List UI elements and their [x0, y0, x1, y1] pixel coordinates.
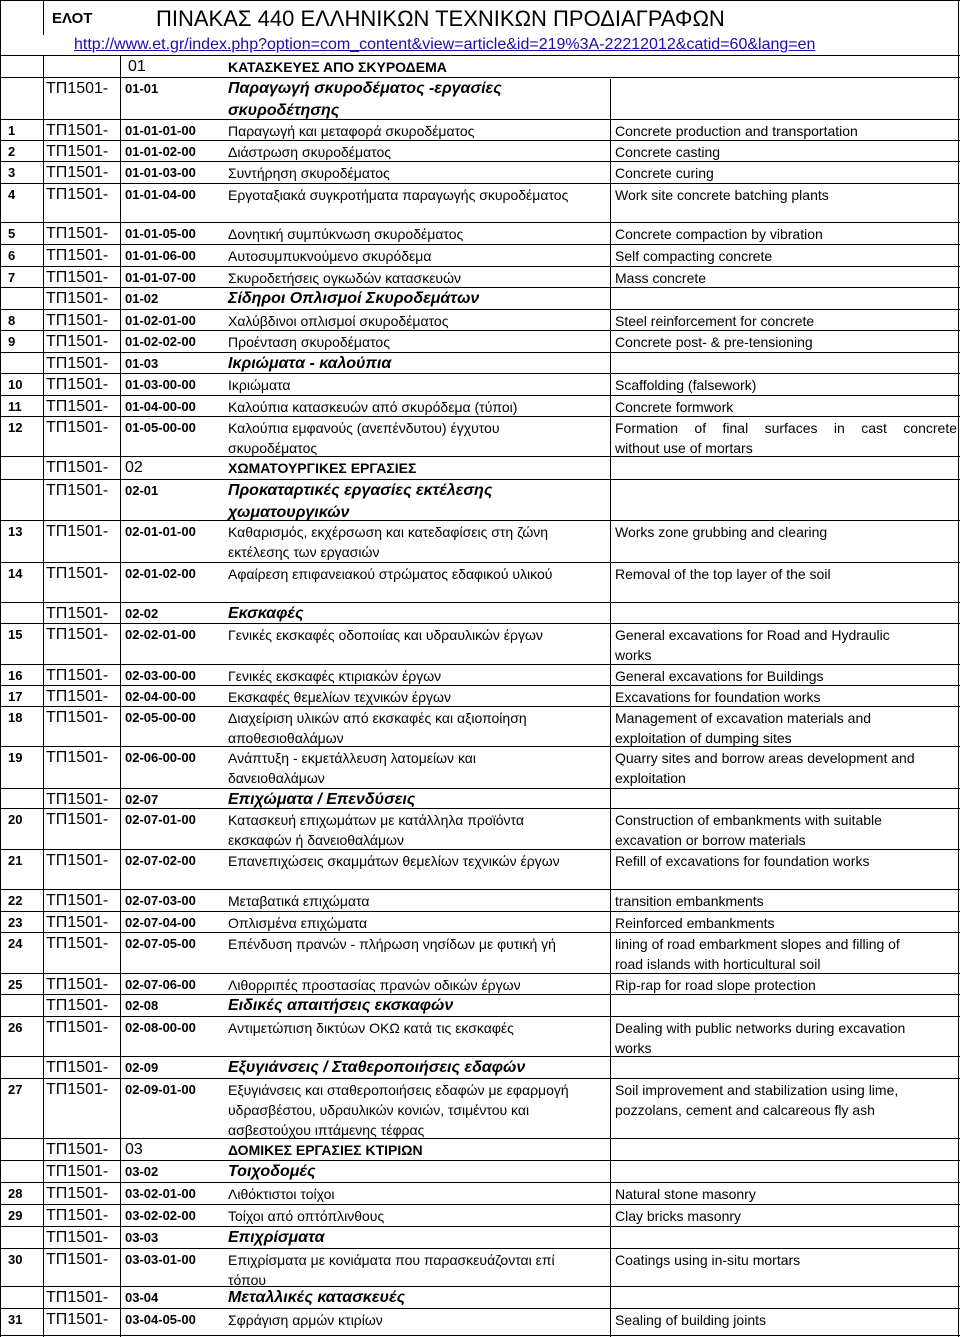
- spec-code: 02: [125, 459, 143, 476]
- english-description: Construction of embankments with suitable: [615, 812, 882, 828]
- spec-code: 02-01: [125, 483, 159, 498]
- greek-description: Εξυγιάνσεις και σταθεροποιήσεις εδαφών με εφαρμογή: [228, 1082, 569, 1098]
- greek-description: Παραγωγή σκυροδέματος -εργασίες: [228, 80, 502, 97]
- spec-prefix: ΤΠ1501-: [46, 290, 109, 307]
- spec-code: 03-03: [125, 1230, 159, 1245]
- spec-prefix: ΤΠ1501-: [46, 976, 109, 993]
- greek-description: Μεταλλικές κατασκευές: [228, 1289, 406, 1306]
- greek-description: Εκσκαφές θεμελίων τεχνικών έργων: [228, 689, 451, 705]
- spec-prefix: ΤΠ1501-: [46, 1229, 109, 1246]
- english-description: Concrete production and transportation: [615, 123, 858, 139]
- english-description: Coatings using in-situ mortars: [615, 1252, 801, 1268]
- spec-code: 02-09-01-00: [125, 1082, 196, 1097]
- greek-description: Διαχείριση υλικών από εκσκαφές και αξιοποίηση: [228, 710, 527, 726]
- spec-code: 02-03-00-00: [125, 668, 196, 683]
- spec-code: 02-07-06-00: [125, 977, 196, 992]
- spec-code: 03-02-02-00: [125, 1208, 196, 1223]
- greek-description: Αντιμετώπιση δικτύων ΟΚΩ κατά τις εκσκαφές: [228, 1020, 514, 1036]
- spec-prefix: ΤΠ1501-: [46, 1185, 109, 1202]
- row-number: 17: [8, 689, 23, 704]
- spec-code: 02-02-01-00: [125, 627, 196, 642]
- spec-prefix: ΤΠ1501-: [46, 1081, 109, 1098]
- spec-prefix: ΤΠ1501-: [46, 376, 109, 393]
- row-number: 6: [8, 248, 16, 263]
- english-description: Concrete formwork: [615, 399, 734, 415]
- row-number: 30: [8, 1252, 23, 1267]
- row-number: 16: [8, 668, 23, 683]
- greek-description: ασβεστούχου ιπτάμενης τέφρας: [228, 1122, 425, 1138]
- greek-description: τόπου: [228, 1272, 267, 1288]
- greek-description: Λιθόκτιστοι τοίχοι: [228, 1186, 335, 1202]
- row-number: 23: [8, 915, 23, 930]
- greek-description: ΚΑΤΑΣΚΕΥΕΣ ΑΠΟ ΣΚΥΡΟΔΕΜΑ: [228, 59, 447, 75]
- english-description: lining of road embarkment slopes and filling of: [615, 936, 900, 952]
- greek-description: Αφαίρεση επιφανειακού στρώματος εδαφικού υλικού: [228, 566, 553, 582]
- spec-prefix: ΤΠ1501-: [46, 122, 109, 139]
- spec-code: 02-09: [125, 1060, 159, 1075]
- spec-code: 03: [125, 1141, 143, 1158]
- spec-code: 01-01: [125, 81, 159, 96]
- english-description: Concrete curing: [615, 165, 714, 181]
- spec-prefix: ΤΠ1501-: [46, 419, 109, 436]
- greek-description: Καλούπια κατασκευών από σκυρόδεμα (τύποι): [228, 399, 518, 415]
- header-label: ΕΛΟΤ: [52, 10, 93, 27]
- spec-code: 01-03: [125, 356, 159, 371]
- english-description: Dealing with public networks during excavation: [615, 1020, 906, 1036]
- spec-prefix: ΤΠ1501-: [46, 852, 109, 869]
- english-description: exploitation: [615, 770, 686, 786]
- spec-code: 01-02: [125, 291, 159, 306]
- english-description: excavation or borrow materials: [615, 832, 806, 848]
- spec-code: 01-03-00-00: [125, 377, 196, 392]
- english-description: Steel reinforcement for concrete: [615, 313, 815, 329]
- spec-code: 03-02: [125, 1164, 159, 1179]
- english-description: Rip-rap for road slope protection: [615, 977, 816, 993]
- spec-code: 03-03-01-00: [125, 1252, 196, 1267]
- greek-description: Επιχώματα / Επενδύσεις: [228, 791, 416, 808]
- row-number: 3: [8, 165, 16, 180]
- greek-description: Προκαταρτικές εργασίες εκτέλεσης: [228, 482, 493, 499]
- spec-code: 02-04-00-00: [125, 689, 196, 704]
- greek-description: Σίδηροι Οπλισμοί Σκυροδεμάτων: [228, 290, 480, 307]
- spec-prefix: ΤΠ1501-: [46, 1311, 109, 1328]
- row-number: 25: [8, 977, 23, 992]
- english-description: Sealing of building joints: [615, 1312, 766, 1328]
- greek-description: Προένταση σκυροδέματος: [228, 334, 390, 350]
- spec-code: 01-01-04-00: [125, 187, 196, 202]
- english-description: Formation of final surfaces in cast concrete: [615, 420, 957, 436]
- english-description: Mass concrete: [615, 270, 707, 286]
- spec-prefix: ΤΠ1501-: [46, 811, 109, 828]
- english-description: Works zone grubbing and clearing: [615, 524, 828, 540]
- spec-prefix: ΤΠ1501-: [46, 605, 109, 622]
- spec-prefix: ΤΠ1501-: [46, 482, 109, 499]
- english-description: exploitation of dumping sites: [615, 730, 792, 746]
- spec-prefix: ΤΠ1501-: [46, 935, 109, 952]
- greek-description: Διάστρωση σκυροδέματος: [228, 144, 392, 160]
- spec-code: 01: [128, 58, 146, 75]
- greek-description: Δονητική συμπύκνωση σκυροδέματος: [228, 226, 464, 242]
- spec-prefix: ΤΠ1501-: [46, 565, 109, 582]
- greek-description: Τοιχοδομές: [228, 1163, 316, 1180]
- english-description: Work site concrete batching plants: [615, 187, 829, 203]
- row-number: 13: [8, 524, 23, 539]
- row-number: 22: [8, 893, 23, 908]
- spec-code: 01-05-00-00: [125, 420, 196, 435]
- english-description: Management of excavation materials and: [615, 710, 872, 726]
- greek-description: Παραγωγή και μεταφορά σκυροδέματος: [228, 123, 475, 139]
- page-title: ΠΙΝΑΚΑΣ 440 ΕΛΛΗΝΙΚΩΝ ΤΕΧΝΙΚΩΝ ΠΡΟΔΙΑΓΡΑΦΩΝ: [156, 6, 725, 31]
- row-number: 4: [8, 187, 16, 202]
- english-description: Removal of the top layer of the soil: [615, 566, 831, 582]
- row-number: 31: [8, 1312, 23, 1327]
- row-number: 2: [8, 144, 16, 159]
- row-number: 11: [8, 399, 22, 414]
- english-description: works: [615, 1040, 652, 1056]
- english-description: Excavations for foundation works: [615, 689, 821, 705]
- spec-prefix: ΤΠ1501-: [46, 1207, 109, 1224]
- greek-description: Τοίχοι από οπτόπλινθους: [228, 1208, 385, 1224]
- spec-prefix: ΤΠ1501-: [46, 1141, 109, 1158]
- english-description: Clay bricks masonry: [615, 1208, 742, 1224]
- spec-prefix: ΤΠ1501-: [46, 1251, 109, 1268]
- greek-description: Σκυροδετήσεις ογκωδών κατασκευών: [228, 270, 462, 286]
- greek-description: Επανεπιχώσεις σκαμμάτων θεμελίων τεχνικών έργων: [228, 853, 560, 869]
- row-number: 27: [8, 1082, 23, 1097]
- row-number: 12: [8, 420, 23, 435]
- english-description: works: [615, 647, 652, 663]
- row-number: 24: [8, 936, 23, 951]
- greek-description: Συντήρηση σκυροδέματος: [228, 165, 390, 181]
- greek-description: σκυροδέματος: [228, 440, 318, 456]
- spec-prefix: ΤΠ1501-: [46, 626, 109, 643]
- english-description: Concrete casting: [615, 144, 721, 160]
- greek-description: Γενικές εκσκαφές κτιριακών έργων: [228, 668, 442, 684]
- row-number: 10: [8, 377, 23, 392]
- spec-prefix: ΤΠ1501-: [46, 749, 109, 766]
- greek-description: αποθεσιοθαλάμων: [228, 730, 344, 746]
- greek-description: Λιθορριπές προστασίας πρανών οδικών έργων: [228, 977, 521, 993]
- spec-code: 03-04: [125, 1290, 159, 1305]
- english-description: road islands with horticultural soil: [615, 956, 821, 972]
- greek-description: Σφράγιση αρμών κτιρίων: [228, 1312, 383, 1328]
- greek-description: Ικριώματα: [228, 377, 291, 393]
- greek-description: Επένδυση πρανών - πλήρωση νησίδων με φυτική γή: [228, 936, 556, 952]
- greek-description: εκτέλεσης των εργασιών: [228, 544, 380, 560]
- english-description: pozzolans, cement and calcareous fly ash: [615, 1102, 875, 1118]
- greek-description: Ανάπτυξη - εκμετάλλευση λατομείων και: [228, 750, 476, 766]
- spec-prefix: ΤΠ1501-: [46, 1289, 109, 1306]
- spec-prefix: ΤΠ1501-: [46, 164, 109, 181]
- row-number: 18: [8, 710, 23, 725]
- english-description: Reinforced embankments: [615, 915, 775, 931]
- english-description: without use of mortars: [615, 440, 753, 456]
- spec-prefix: ΤΠ1501-: [46, 1059, 109, 1076]
- spec-code: 01-01-05-00: [125, 226, 196, 241]
- english-description: General excavations for Buildings: [615, 668, 824, 684]
- row-number: 26: [8, 1020, 23, 1035]
- spec-code: 03-04-05-00: [125, 1312, 196, 1327]
- source-link[interactable]: http://www.et.gr/index.php?option=com_content&view=article&id=219%3A-22212012&catid=60&lang=en: [74, 36, 816, 53]
- spec-code: 02-01-02-00: [125, 566, 196, 581]
- row-number: 20: [8, 812, 23, 827]
- spec-code: 02-07-05-00: [125, 936, 196, 951]
- spec-prefix: ΤΠ1501-: [46, 247, 109, 264]
- row-number: 7: [8, 270, 16, 285]
- spec-prefix: ΤΠ1501-: [46, 667, 109, 684]
- spec-code: 01-02-02-00: [125, 334, 196, 349]
- spec-prefix: ΤΠ1501-: [46, 791, 109, 808]
- spec-code: 02-01-01-00: [125, 524, 196, 539]
- english-description: transition embankments: [615, 893, 764, 909]
- spec-prefix: ΤΠ1501-: [46, 1163, 109, 1180]
- greek-description: Καθαρισμός, εκχέρσωση και κατεδαφίσεις στη ζώνη: [228, 524, 549, 540]
- spec-code: 02-08: [125, 998, 159, 1013]
- spec-prefix: ΤΠ1501-: [46, 892, 109, 909]
- spec-code: 01-01-07-00: [125, 270, 196, 285]
- english-description: Soil improvement and stabilization using lime,: [615, 1082, 899, 1098]
- greek-description: Οπλισμένα επιχώματα: [228, 915, 368, 931]
- row-number: 21: [8, 853, 23, 868]
- spec-code: 01-01-06-00: [125, 248, 196, 263]
- spec-code: 02-07-02-00: [125, 853, 196, 868]
- spec-prefix: ΤΠ1501-: [46, 398, 109, 415]
- spec-code: 02-02: [125, 606, 159, 621]
- row-number: 8: [8, 313, 16, 328]
- spec-prefix: ΤΠ1501-: [46, 459, 109, 476]
- spec-code: 02-06-00-00: [125, 750, 196, 765]
- spec-prefix: ΤΠ1501-: [46, 225, 109, 242]
- row-number: 29: [8, 1208, 23, 1223]
- greek-description: Εκσκαφές: [228, 605, 304, 622]
- spec-prefix: ΤΠ1501-: [46, 1019, 109, 1036]
- row-number: 28: [8, 1186, 23, 1201]
- spec-prefix: ΤΠ1501-: [46, 709, 109, 726]
- greek-description: Ειδικές απαιτήσεις εκσκαφών: [228, 997, 454, 1014]
- english-description: Natural stone masonry: [615, 1186, 756, 1202]
- greek-description: ΔΟΜΙΚΕΣ ΕΡΓΑΣΙΕΣ ΚΤΙΡΙΩΝ: [228, 1142, 423, 1158]
- spec-code: 02-07-01-00: [125, 812, 196, 827]
- spec-code: 02-08-00-00: [125, 1020, 196, 1035]
- row-number: 5: [8, 226, 16, 241]
- greek-description: χωματουργικών: [228, 504, 350, 521]
- spec-prefix: ΤΠ1501-: [46, 914, 109, 931]
- greek-description: Εργοταξιακά συγκροτήματα παραγωγής σκυροδέματος: [228, 187, 569, 203]
- english-description: Self compacting concrete: [615, 248, 773, 264]
- greek-description: Επιχρίσματα με κονιάματα που παρασκευάζονται επί: [228, 1252, 555, 1268]
- greek-description: ΧΩΜΑΤΟΥΡΓΙΚΕΣ ΕΡΓΑΣΙΕΣ: [228, 460, 417, 476]
- greek-description: Κατασκευή επιχωμάτων με κατάλληλα προϊόντα: [228, 812, 524, 828]
- spec-code: 01-01-02-00: [125, 144, 196, 159]
- row-number: 9: [8, 334, 16, 349]
- greek-description: Μεταβατικά επιχώματα: [228, 893, 370, 909]
- spec-prefix: ΤΠ1501-: [46, 312, 109, 329]
- spec-code: 01-02-01-00: [125, 313, 196, 328]
- english-description: Concrete compaction by vibration: [615, 226, 823, 242]
- spec-prefix: ΤΠ1501-: [46, 333, 109, 350]
- spec-code: 02-07-04-00: [125, 915, 196, 930]
- spec-prefix: ΤΠ1501-: [46, 143, 109, 160]
- english-description: General excavations for Road and Hydraulic: [615, 627, 890, 643]
- spec-prefix: ΤΠ1501-: [46, 355, 109, 372]
- greek-description: εκσκαφών ή δανειοθαλάμων: [228, 832, 404, 848]
- greek-description: Αυτοσυμπυκνούμενο σκυρόδεμα: [228, 248, 432, 264]
- greek-description: δανειοθαλάμων: [228, 770, 325, 786]
- spec-prefix: ΤΠ1501-: [46, 997, 109, 1014]
- spec-prefix: ΤΠ1501-: [46, 186, 109, 203]
- spec-prefix: ΤΠ1501-: [46, 80, 109, 97]
- spec-prefix: ΤΠ1501-: [46, 523, 109, 540]
- english-description: Quarry sites and borrow areas development and: [615, 750, 915, 766]
- greek-description: Καλούπια εμφανούς (ανεπένδυτου) έγχυτου: [228, 420, 500, 436]
- english-description: Concrete post- & pre-tensioning: [615, 334, 813, 350]
- spec-code: 01-01-01-00: [125, 123, 196, 138]
- greek-description: Γενικές εκσκαφές οδοποιίας και υδραυλικών έργων: [228, 627, 543, 643]
- greek-description: Εξυγιάνσεις / Σταθεροποιήσεις εδαφών: [228, 1059, 526, 1076]
- greek-description: Χαλύβδινοι οπλισμοί σκυροδέματος: [228, 313, 449, 329]
- spec-prefix: ΤΠ1501-: [46, 269, 109, 286]
- greek-description: Επιχρίσματα: [228, 1229, 325, 1246]
- spec-prefix: ΤΠ1501-: [46, 688, 109, 705]
- english-description: Refill of excavations for foundation works: [615, 853, 870, 869]
- row-number: 1: [8, 123, 16, 138]
- spec-code: 02-07: [125, 792, 159, 807]
- row-number: 19: [8, 750, 23, 765]
- greek-description: Ικριώματα - καλούπια: [228, 355, 392, 372]
- greek-description: υδρασβέστου, υδραυλικών κονιών, τσιμέντου και: [228, 1102, 530, 1118]
- english-description: Scaffolding (falsework): [615, 377, 757, 393]
- row-number: 14: [8, 566, 23, 581]
- greek-description: σκυροδέτησης: [228, 102, 340, 119]
- spec-code: 03-02-01-00: [125, 1186, 196, 1201]
- spec-code: 01-04-00-00: [125, 399, 196, 414]
- spec-code: 02-05-00-00: [125, 710, 196, 725]
- row-number: 15: [8, 627, 23, 642]
- spec-code: 01-01-03-00: [125, 165, 196, 180]
- spec-code: 02-07-03-00: [125, 893, 196, 908]
